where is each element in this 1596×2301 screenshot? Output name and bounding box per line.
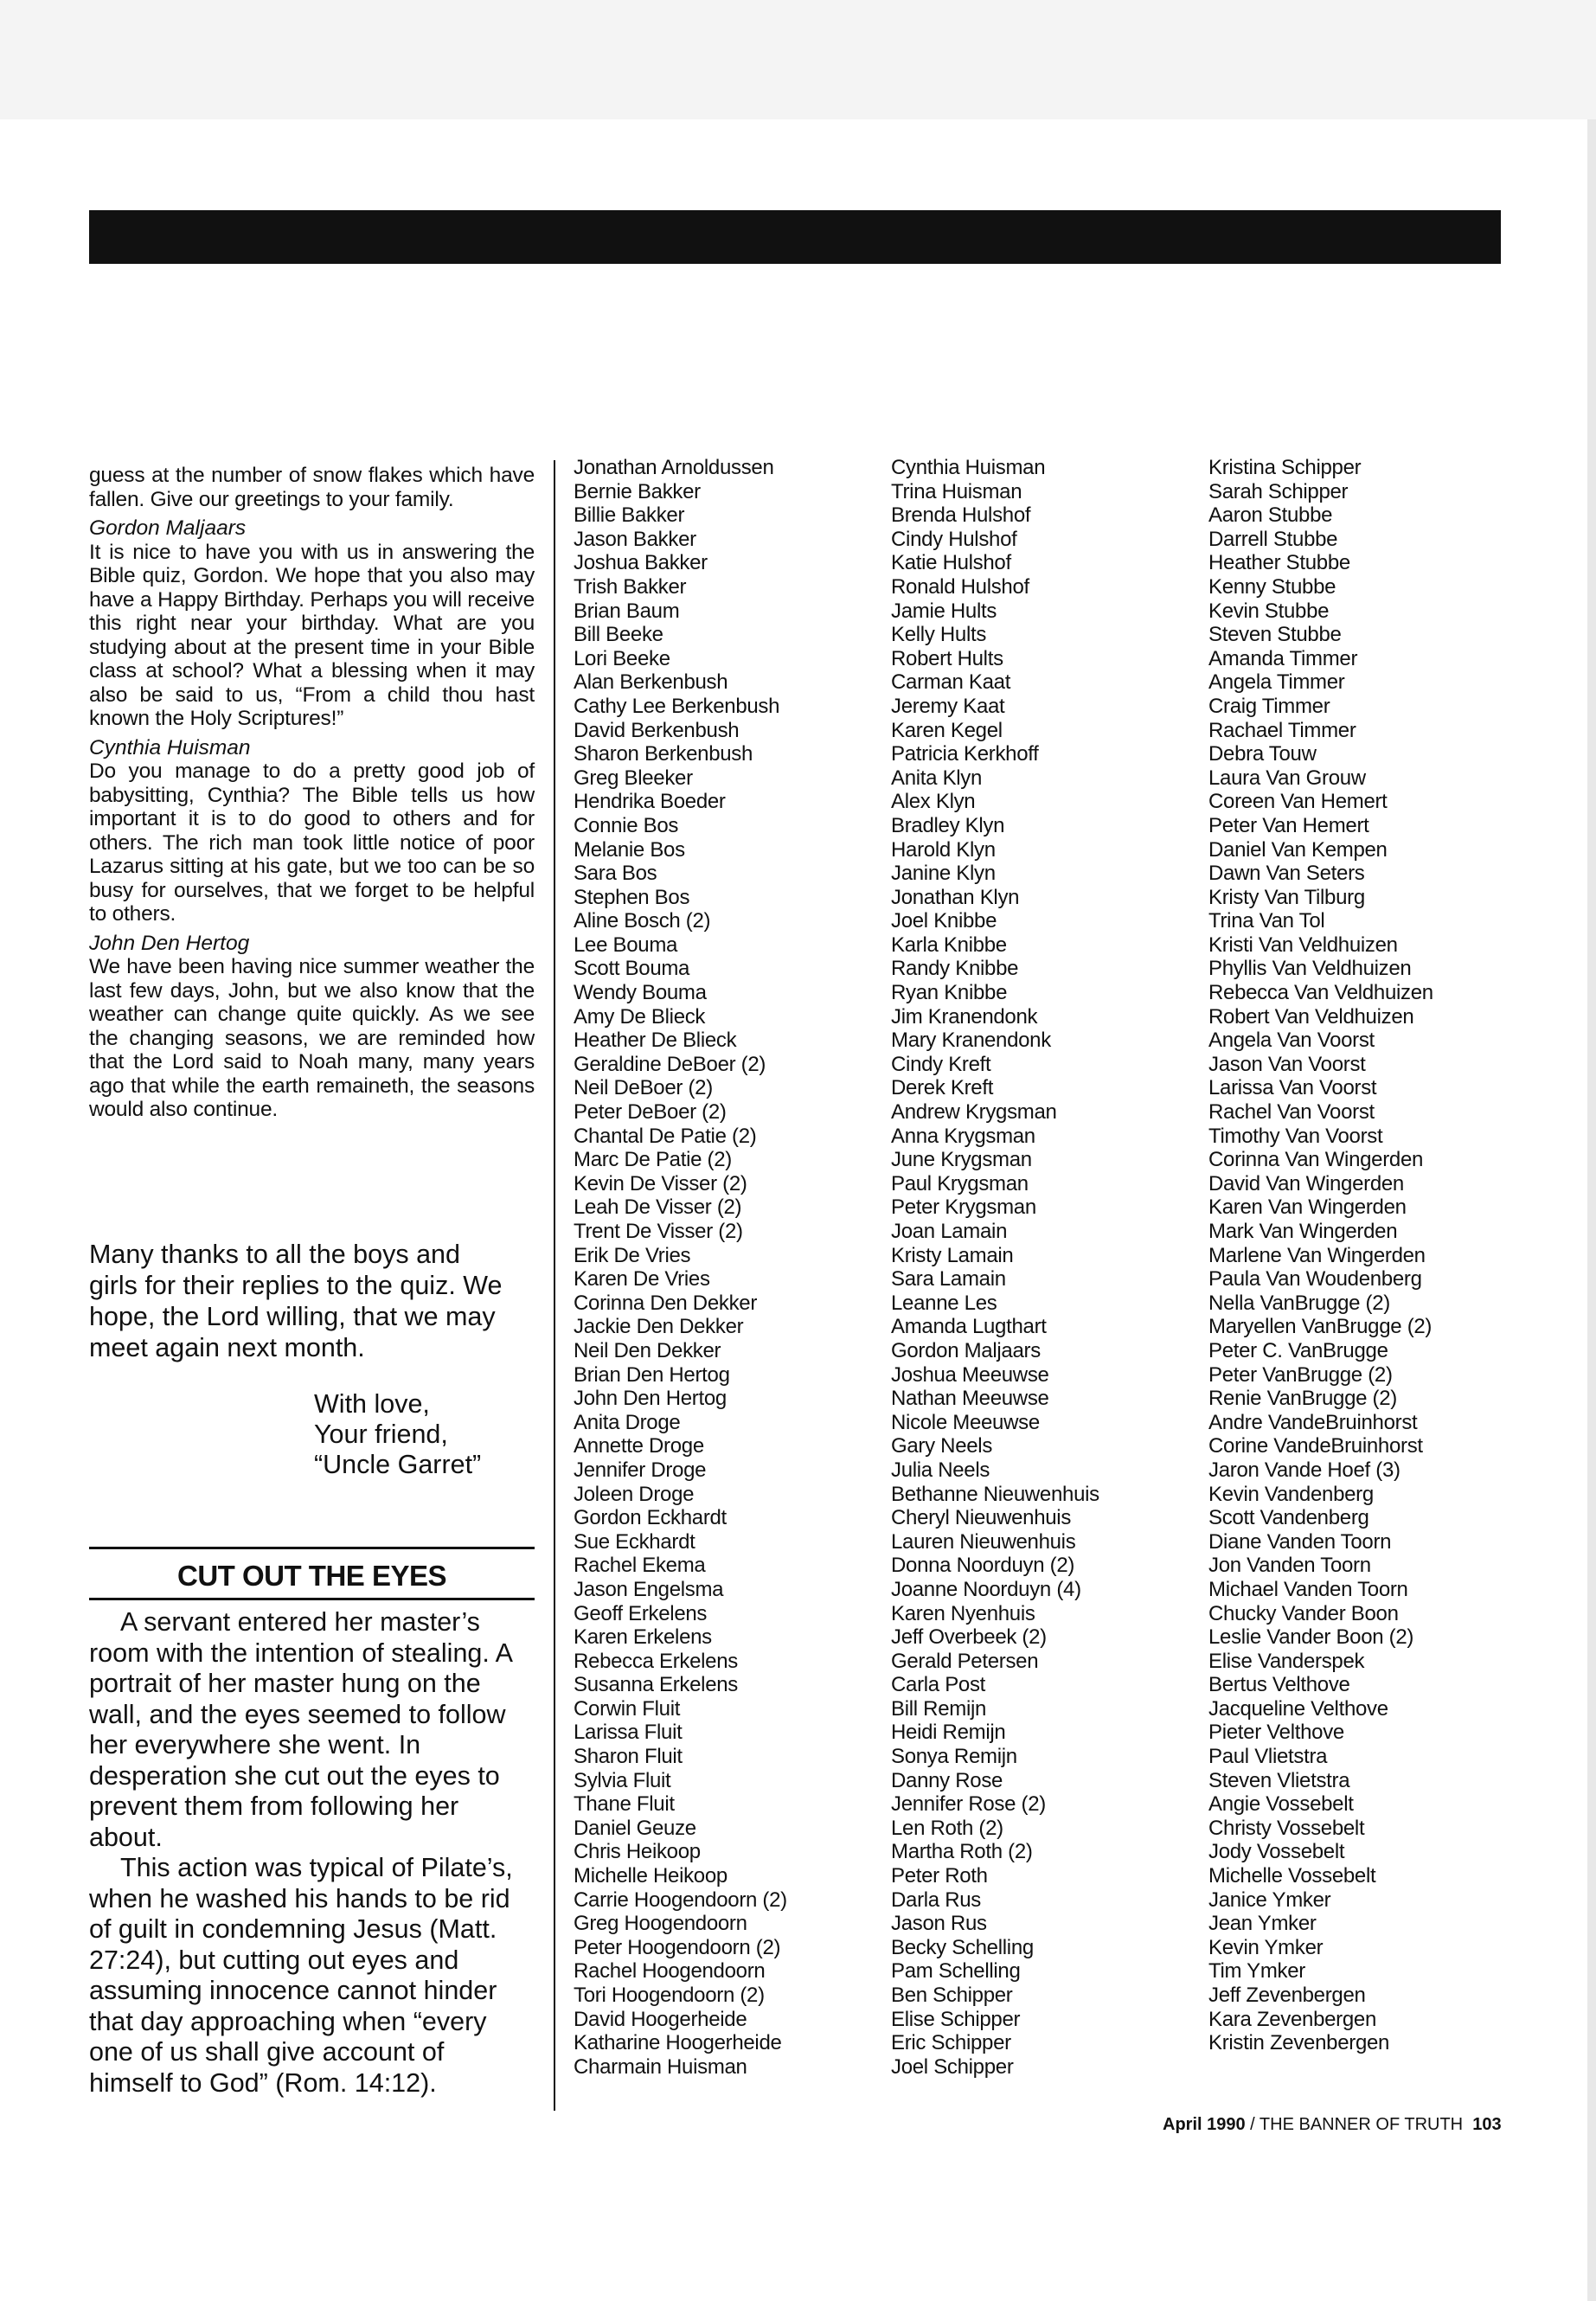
name-entry: Bethanne Nieuwenhuis <box>891 1482 1099 1506</box>
name-entry: Joel Schipper <box>891 2054 1014 2079</box>
name-entry: Jason Bakker <box>574 527 696 551</box>
name-entry: Chris Heikoop <box>574 1840 701 1864</box>
name-entry: Marlene Van Wingerden <box>1208 1243 1426 1267</box>
name-entry: Jason Rus <box>891 1912 987 1936</box>
name-entry: Paul Krygsman <box>891 1171 1029 1195</box>
name-entry: Daniel Geuze <box>574 1816 696 1840</box>
column-divider <box>554 460 555 2111</box>
name-entry: Leah De Visser (2) <box>574 1195 742 1220</box>
name-entry: Joshua Bakker <box>574 551 708 575</box>
name-entry: Greg Hoogendoorn <box>574 1912 747 1936</box>
name-entry: Sara Bos <box>574 862 657 886</box>
name-entry: Chantal De Patie (2) <box>574 1124 757 1148</box>
name-entry: Jean Ymker <box>1208 1912 1317 1936</box>
name-entry: Ben Schipper <box>891 1984 1013 2007</box>
name-entry: Aaron Stubbe <box>1208 503 1333 528</box>
name-entry: Karla Knibbe <box>891 933 1007 957</box>
name-entry: Jennifer Rose (2) <box>891 1792 1046 1817</box>
name-entry: Angela Timmer <box>1208 670 1345 695</box>
name-entry: Lee Bouma <box>574 933 678 957</box>
name-entry: Corwin Fluit <box>574 1696 681 1721</box>
name-entry: Jamie Hults <box>891 599 997 623</box>
article-paragraph: A servant entered her master’s room with the intention of stealing. A portrait of her master hung on the wall, and the eyes seemed to follow her everywhere she went. In desperation she cut out the eyes to prevent them from following her about. <box>89 1607 512 1852</box>
name-entry: Janice Ymker <box>1208 1888 1331 1912</box>
name-entry: Randy Knibbe <box>891 957 1019 981</box>
name-entry: Lauren Nieuwenhuis <box>891 1529 1076 1554</box>
name-entry: Dawn Van Seters <box>1208 862 1365 886</box>
page-edge-shadow <box>1587 119 1596 2301</box>
name-entry: Corine VandeBruinhorst <box>1208 1434 1423 1458</box>
name-entry: Martha Roth (2) <box>891 1840 1033 1864</box>
name-entry: David Berkenbush <box>574 718 740 742</box>
name-entry: Renie VanBrugge (2) <box>1208 1387 1397 1411</box>
name-entry: Steven Stubbe <box>1208 623 1342 647</box>
name-entry: Carman Kaat <box>891 670 1011 695</box>
name-entry: Paul Vlietstra <box>1208 1745 1328 1769</box>
name-entry: Pieter Velthove <box>1208 1721 1344 1745</box>
name-entry: Wendy Bouma <box>574 981 707 1005</box>
name-entry: Thane Fluit <box>574 1792 675 1817</box>
name-entry: Ronald Hulshof <box>891 574 1029 599</box>
article-bottom-rule <box>89 1598 535 1600</box>
name-entry: Robert Hults <box>891 646 1003 670</box>
name-entry: Connie Bos <box>574 813 679 837</box>
footer-date: April 1990 <box>1163 2115 1246 2134</box>
signoff-line: Your friend, <box>314 1420 448 1449</box>
name-entry: Jeff Zevenbergen <box>1208 1984 1366 2007</box>
name-entry: Kelly Hults <box>891 623 987 647</box>
name-entry: Billie Bakker <box>574 503 685 528</box>
name-entry: Michael Vanden Toorn <box>1208 1577 1408 1601</box>
name-entry: Gordon Maljaars <box>891 1338 1041 1362</box>
name-entry: Kenny Stubbe <box>1208 574 1336 599</box>
name-entry: Joshua Meeuwse <box>891 1362 1049 1387</box>
name-entry: Lori Beeke <box>574 646 670 670</box>
name-entry: David Hoogerheide <box>574 2007 747 2031</box>
name-entry: Larissa Fluit <box>574 1721 683 1745</box>
name-entry: Janine Klyn <box>891 862 996 886</box>
name-entry: Rachel Ekema <box>574 1554 706 1578</box>
name-entry: Katharine Hoogerheide <box>574 2031 782 2055</box>
name-entry: Peter VanBrugge (2) <box>1208 1362 1393 1387</box>
name-entry: Larissa Van Voorst <box>1208 1076 1377 1100</box>
letters-column <box>89 464 535 1122</box>
name-entry: Phyllis Van Veldhuizen <box>1208 957 1412 981</box>
names-column-2 <box>891 456 1099 2079</box>
name-entry: Jackie Den Dekker <box>574 1315 744 1339</box>
name-entry: Amanda Lugthart <box>891 1315 1047 1339</box>
name-entry: Sonya Remijn <box>891 1745 1017 1769</box>
name-entry: Bernie Bakker <box>574 479 701 503</box>
name-entry: Maryellen VanBrugge (2) <box>1208 1315 1433 1339</box>
name-entry: Greg Bleeker <box>574 766 693 790</box>
header-bar <box>89 210 1501 264</box>
name-entry: Trina Van Tol <box>1208 909 1325 933</box>
name-entry: Rebecca Van Veldhuizen <box>1208 981 1433 1005</box>
name-entry: Charmain Huisman <box>574 2054 747 2079</box>
name-entry: Andre VandeBruinhorst <box>1208 1410 1418 1434</box>
name-entry: Kevin Vandenberg <box>1208 1482 1374 1506</box>
name-entry: Anita Klyn <box>891 766 983 790</box>
name-entry: Donna Noorduyn (2) <box>891 1554 1075 1578</box>
name-entry: Peter Hoogendoorn (2) <box>574 1935 781 1959</box>
name-entry: Corinna Van Wingerden <box>1208 1148 1424 1172</box>
name-entry: Trent De Visser (2) <box>574 1220 743 1243</box>
name-entry: Craig Timmer <box>1208 694 1330 718</box>
name-entry: Kristy Van Tilburg <box>1208 885 1365 909</box>
name-entry: Peter Van Hemert <box>1208 813 1369 837</box>
name-entry: Susanna Erkelens <box>574 1673 738 1697</box>
name-entry: Len Roth (2) <box>891 1816 1003 1840</box>
name-entry: Brenda Hulshof <box>891 503 1031 528</box>
name-entry: Carrie Hoogendoorn (2) <box>574 1888 787 1912</box>
name-entry: Andrew Krygsman <box>891 1100 1057 1125</box>
article-title: CUT OUT THE EYES <box>176 1560 447 1592</box>
name-entry: Sharon Fluit <box>574 1745 683 1769</box>
name-entry: Jaron Vande Hoef (3) <box>1208 1458 1401 1482</box>
thanks-paragraph: Many thanks to all the boys and girls for their replies to the quiz. We hope, the Lord willing, that we may meet again next month. <box>89 1240 503 1362</box>
name-entry: Jacqueline Velthove <box>1208 1696 1388 1721</box>
footer-publication: THE BANNER OF TRUTH <box>1259 2115 1464 2134</box>
name-entry: Mary Kranendonk <box>891 1029 1051 1053</box>
name-entry: Nicole Meeuwse <box>891 1410 1040 1434</box>
name-entry: Alex Klyn <box>891 790 976 814</box>
name-entry: Brian Baum <box>574 599 680 623</box>
page-number: 103 <box>1472 2115 1502 2134</box>
name-entry: Nathan Meeuwse <box>891 1387 1049 1411</box>
letter-reply: Do you manage to do a pretty good job of babysitting, Cynthia? The Bible tells us how important it is to do good to others and for others. The rich man took little notice of poor Lazarus sitting at his gate, but we too can be so busy for ourselves, that we forget to be helpful to others. <box>89 760 535 926</box>
name-entry: Cindy Hulshof <box>891 527 1017 551</box>
name-entry: Bill Remijn <box>891 1696 987 1721</box>
name-entry: Jody Vossebelt <box>1208 1840 1345 1864</box>
name-entry: Peter DeBoer (2) <box>574 1100 727 1125</box>
name-entry: Jim Kranendonk <box>891 1004 1038 1029</box>
name-entry: Elise Vanderspek <box>1208 1649 1365 1673</box>
name-entry: Geoff Erkelens <box>574 1601 708 1625</box>
name-entry: Stephen Bos <box>574 885 690 909</box>
name-entry: Scott Bouma <box>574 957 690 981</box>
name-entry: Brian Den Hertog <box>574 1362 730 1387</box>
name-entry: Kristina Schipper <box>1208 456 1362 479</box>
name-entry: Gordon Eckhardt <box>574 1506 727 1530</box>
names-column-1 <box>574 456 787 2079</box>
name-entry: Karen De Vries <box>574 1267 710 1292</box>
name-entry: Kristi Van Veldhuizen <box>1208 933 1398 957</box>
name-entry: Ryan Knibbe <box>891 981 1008 1005</box>
name-entry: Kara Zevenbergen <box>1208 2007 1376 2031</box>
name-entry: Timothy Van Voorst <box>1208 1124 1383 1148</box>
name-entry: Hendrika Boeder <box>574 790 726 814</box>
name-entry: Darrell Stubbe <box>1208 527 1338 551</box>
name-entry: Annette Droge <box>574 1434 704 1458</box>
name-entry: Joleen Droge <box>574 1482 695 1506</box>
name-entry: Carla Post <box>891 1673 986 1697</box>
name-entry: Marc De Patie (2) <box>574 1148 732 1172</box>
signoff <box>314 1389 539 1480</box>
name-entry: Joanne Noorduyn (4) <box>891 1577 1081 1601</box>
name-entry: Sara Lamain <box>891 1267 1006 1292</box>
name-entry: Cynthia Huisman <box>891 456 1046 479</box>
scan-margin <box>0 0 1596 119</box>
name-entry: Darla Rus <box>891 1888 981 1912</box>
name-entry: Gerald Petersen <box>891 1649 1039 1673</box>
name-entry: Bertus Velthove <box>1208 1673 1350 1697</box>
name-entry: Cheryl Nieuwenhuis <box>891 1506 1072 1530</box>
name-entry: Jeff Overbeek (2) <box>891 1625 1047 1650</box>
name-entry: Angie Vossebelt <box>1208 1792 1354 1817</box>
name-entry: Pam Schelling <box>891 1959 1021 1984</box>
name-entry: Jeremy Kaat <box>891 694 1005 718</box>
letter-author: Cynthia Huisman <box>89 735 251 760</box>
name-entry: Melanie Bos <box>574 837 685 862</box>
name-entry: Rebecca Erkelens <box>574 1649 738 1673</box>
name-entry: Peter Roth <box>891 1864 988 1888</box>
name-entry: Trish Bakker <box>574 574 687 599</box>
name-entry: Neil DeBoer (2) <box>574 1076 713 1100</box>
name-entry: Amy De Blieck <box>574 1004 706 1029</box>
name-entry: Karen Van Wingerden <box>1208 1195 1407 1220</box>
name-entry: Chucky Vander Boon <box>1208 1601 1399 1625</box>
letter-intro: guess at the number of snow flakes which have fallen. Give our greetings to your family. <box>89 464 535 511</box>
name-entry: Laura Van Grouw <box>1208 766 1366 790</box>
name-entry: Jennifer Droge <box>574 1458 707 1482</box>
name-entry: Aline Bosch (2) <box>574 909 711 933</box>
name-entry: Angela Van Voorst <box>1208 1029 1375 1053</box>
name-entry: Trina Huisman <box>891 479 1022 503</box>
name-entry: Jason Engelsma <box>574 1577 724 1601</box>
name-entry: Mark Van Wingerden <box>1208 1220 1398 1243</box>
name-entry: Sharon Berkenbush <box>574 742 753 766</box>
name-entry: Harold Klyn <box>891 837 996 862</box>
name-entry: Scott Vandenberg <box>1208 1506 1369 1530</box>
article-paragraph: This action was typical of Pilate’s, when he washed his hands to be rid of guilt in condemning Jesus (Matt. 27:24), but cutting out eyes and assuming innocence cannot hinder that day approaching when “every one of us shall give account of himself to God” (Rom. 14:12). <box>89 1853 513 2098</box>
name-entry: Heather De Blieck <box>574 1029 737 1053</box>
name-entry: Nella VanBrugge (2) <box>1208 1291 1390 1315</box>
letter-reply: It is nice to have you with us in answering the Bible quiz, Gordon. We hope that you also may have a Happy Birthday. Perhaps you will receive this right near your birthday. What are you studying about at the present time in your Bible class at school? What a blessing when it may also be said to us, “From a child thou hast known the Holy Scriptures!” <box>89 540 535 730</box>
name-entry: John Den Hertog <box>574 1387 727 1411</box>
name-entry: Joel Knibbe <box>891 909 997 933</box>
name-entry: Robert Van Veldhuizen <box>1208 1004 1414 1029</box>
name-entry: Leanne Les <box>891 1291 997 1315</box>
letter-author: John Den Hertog <box>89 931 250 955</box>
name-entry: Karen Nyenhuis <box>891 1601 1035 1625</box>
name-entry: Neil Den Dekker <box>574 1338 721 1362</box>
name-entry: Katie Hulshof <box>891 551 1011 575</box>
name-entry: Sarah Schipper <box>1208 479 1349 503</box>
name-entry: Patricia Kerkhoff <box>891 742 1039 766</box>
article-top-rule <box>89 1547 535 1549</box>
name-entry: Peter C. VanBrugge <box>1208 1338 1388 1362</box>
name-entry: Karen Erkelens <box>574 1625 712 1650</box>
name-entry: Elise Schipper <box>891 2007 1021 2031</box>
name-entry: Kevin De Visser (2) <box>574 1171 747 1195</box>
name-entry: Anita Droge <box>574 1410 681 1434</box>
name-entry: Kristin Zevenbergen <box>1208 2031 1390 2055</box>
letter-reply: We have been having nice summer weather the last few days, John, but we also know that the weather can change quite quickly. As we see the changing seasons, we are reminded how that the Lord said to Noah many, many years ago that while the earth remaineth, the seasons would also continue. <box>89 955 535 1121</box>
name-entry: Amanda Timmer <box>1208 646 1358 670</box>
name-entry: Geraldine DeBoer (2) <box>574 1052 766 1076</box>
name-entry: Karen Kegel <box>891 718 1003 742</box>
name-entry: Rachel Van Voorst <box>1208 1100 1375 1125</box>
article-body <box>89 1607 535 2099</box>
name-entry: Kristy Lamain <box>891 1243 1014 1267</box>
name-entry: Heather Stubbe <box>1208 551 1350 575</box>
name-entry: Rachel Hoogendoorn <box>574 1959 766 1984</box>
name-entry: Tori Hoogendoorn (2) <box>574 1984 765 2007</box>
letter-author: Gordon Maljaars <box>89 516 247 540</box>
name-entry: Michelle Heikoop <box>574 1864 727 1888</box>
name-entry: Cathy Lee Berkenbush <box>574 694 780 718</box>
name-entry: Heidi Remijn <box>891 1721 1006 1745</box>
name-entry: Corinna Den Dekker <box>574 1291 758 1315</box>
name-entry: Kevin Ymker <box>1208 1935 1324 1959</box>
name-entry: Gary Neels <box>891 1434 993 1458</box>
page-footer <box>1163 2114 1500 2135</box>
name-entry: David Van Wingerden <box>1208 1171 1404 1195</box>
name-entry: Alan Berkenbush <box>574 670 728 695</box>
name-entry: Daniel Van Kempen <box>1208 837 1388 862</box>
name-entry: June Krygsman <box>891 1148 1032 1172</box>
name-entry: Kevin Stubbe <box>1208 599 1330 623</box>
name-entry: Michelle Vossebelt <box>1208 1864 1376 1888</box>
name-entry: Bradley Klyn <box>891 813 1005 837</box>
name-entry: Julia Neels <box>891 1458 990 1482</box>
name-entry: Christy Vossebelt <box>1208 1816 1365 1840</box>
name-entry: Leslie Vander Boon (2) <box>1208 1625 1414 1650</box>
name-entry: Jason Van Voorst <box>1208 1052 1366 1076</box>
name-entry: Jonathan Arnoldussen <box>574 456 774 479</box>
name-entry: Erik De Vries <box>574 1243 691 1267</box>
name-entry: Derek Kreft <box>891 1076 994 1100</box>
signoff-signature: “Uncle Garret” <box>314 1450 482 1479</box>
names-column-3 <box>1208 456 1433 2055</box>
name-entry: Coreen Van Hemert <box>1208 790 1388 814</box>
name-entry: Debra Touw <box>1208 742 1317 766</box>
name-entry: Steven Vlietstra <box>1208 1768 1350 1792</box>
name-entry: Cindy Kreft <box>891 1052 991 1076</box>
signoff-line: With love, <box>314 1389 430 1419</box>
footer-separator: / <box>1245 2115 1259 2134</box>
name-entry: Sylvia Fluit <box>574 1768 671 1792</box>
name-entry: Paula Van Woudenberg <box>1208 1267 1422 1292</box>
name-entry: Anna Krygsman <box>891 1124 1035 1148</box>
name-entry: Joan Lamain <box>891 1220 1008 1243</box>
name-entry: Rachael Timmer <box>1208 718 1356 742</box>
name-entry: Sue Eckhardt <box>574 1529 695 1554</box>
name-entry: Peter Krygsman <box>891 1195 1036 1220</box>
name-entry: Tim Ymker <box>1208 1959 1305 1984</box>
name-entry: Bill Beeke <box>574 623 663 647</box>
name-entry: Becky Schelling <box>891 1935 1034 1959</box>
name-entry: Eric Schipper <box>891 2031 1011 2055</box>
name-entry: Diane Vanden Toorn <box>1208 1529 1392 1554</box>
name-entry: Jon Vanden Toorn <box>1208 1554 1371 1578</box>
name-entry: Jonathan Klyn <box>891 885 1020 909</box>
name-entry: Danny Rose <box>891 1768 1003 1792</box>
